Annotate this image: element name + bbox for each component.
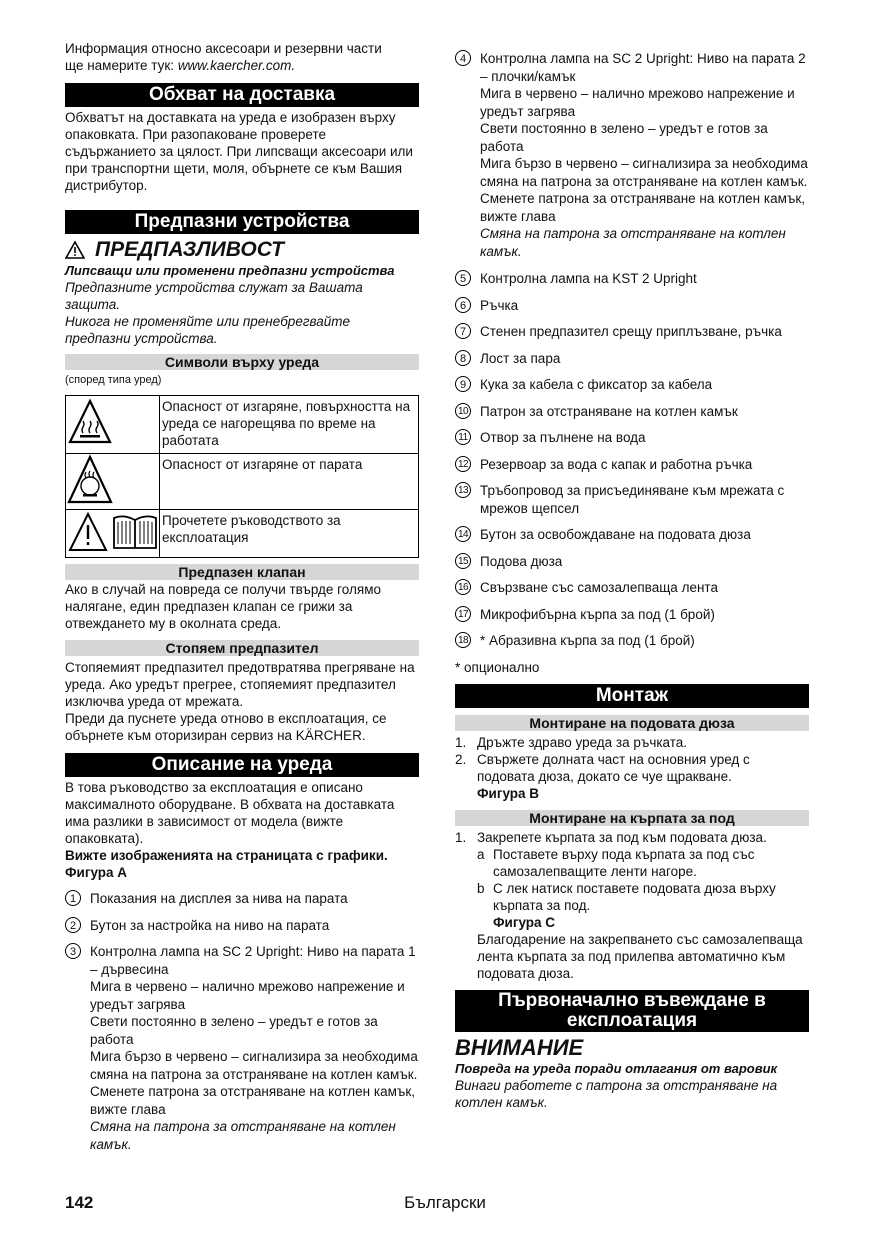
cloth-substep: a Поставете върху пода кърпата за под със самозалепващите ленти нагоре. (477, 846, 755, 879)
item-number: 1 (65, 890, 81, 906)
list-item: 10 Патрон за отстраняване на котлен камък (455, 403, 809, 421)
optional-note: * опционално (455, 659, 540, 675)
cloth-step: 1. Закрепете кърпата за под към подовата дюза. (455, 829, 767, 845)
symbol-text: Прочетете ръководството за експлоатация (160, 510, 419, 558)
caution-subtitle: Липсващи или променени предпазни устройства (65, 263, 395, 278)
list-item: 7 Стенен предпазител срещу приплъзване, ръчка (455, 323, 809, 341)
item-number: 7 (455, 323, 471, 339)
item-number: 9 (455, 376, 471, 392)
valve-heading: Предпазен клапан (65, 564, 419, 580)
fuse-text-1: Стопяемият предпазител предотвратява прегряване на уреда. Ако уредът прегрее, стопяемият предпазител изключва уреда от мрежата. (65, 660, 415, 709)
nozzle-step: 2. Свържете долната част на основния уред с подовата дюза, докато се чуе щракване. Фигура B (455, 751, 750, 801)
figure-a-label: Фигура А (65, 865, 128, 880)
symbol-text: Опасност от изгаряне, повърхността на уреда се нагорещява по време на работата (160, 396, 419, 454)
startup-heading: Първоначално въвеждане в експлоатация (455, 990, 809, 1032)
symbols-note: (според типа уред) (65, 374, 162, 386)
website-link[interactable]: www.kaercher.com. (177, 58, 296, 73)
list-item: 9 Кука за кабела с фиксатор за кабела (455, 376, 809, 394)
list-item: 13 Тръбопровод за присъединяване към мрежата с мрежов щепсел (455, 482, 809, 517)
list-item: 11 Отвор за пълнене на вода (455, 429, 809, 447)
valve-text: Ако в случай на повреда се получи твърде голямо налягане, един предпазен клапан се грижи за отвеждането му в околната среда. (65, 582, 381, 631)
symbol-row (66, 396, 419, 454)
description-text: В това ръководство за експлоатация е описано максималното оборудване. В обхвата на доставката има разлики в зависимост от модела (вижте опаковката). (65, 780, 395, 846)
page-number: 142 (65, 1193, 94, 1212)
symbols-table (65, 395, 419, 558)
cloth-heading: Монтиране на кърпата за под (455, 810, 809, 826)
attention-title: ВНИМАНИЕ (455, 1034, 584, 1060)
attention-subtitle: Повреда на уреда поради отлагания от варовик (455, 1060, 778, 1076)
safety-heading: Предпазни устройства (65, 210, 419, 234)
item-number: 11 (455, 429, 471, 445)
list-item: 6 Ръчка (455, 297, 809, 315)
list-item: 14 Бутон за освобождаване на подовата дюза (455, 526, 809, 544)
list-item: 5 Контролна лампа на KST 2 Upright (455, 270, 809, 288)
assembly-heading: Монтаж (455, 684, 809, 708)
list-item: 15 Подова дюза (455, 553, 809, 571)
fuse-text-2: Преди да пуснете уреда отново в експлоатация, се обърнете към оторизиран сервиз на KÄRCHER. (65, 711, 387, 743)
caution-line-2: Никога не променяйте или пренебрегвайте предпазни устройства. (65, 314, 351, 346)
list-item: 1 Показания на дисплея за нива на парата (65, 890, 419, 908)
symbols-heading: Символи върху уреда (65, 354, 419, 370)
item-number: 10 (455, 403, 471, 419)
symbol-row (66, 454, 419, 510)
description-bold-line: Вижте изображенията на страницата с графики. (65, 848, 388, 863)
right-column (455, 50, 809, 1111)
symbol-cell (66, 454, 160, 510)
item-number: 12 (455, 456, 471, 472)
description-heading: Описание на уреда (65, 753, 419, 777)
delivery-heading: Обхват на доставка (65, 83, 419, 107)
item-number: 4 (455, 50, 471, 66)
symbol-row (66, 510, 419, 558)
item-number: 14 (455, 526, 471, 542)
list-item: 17 Микрофибърна кърпа за под (1 брой) (455, 606, 809, 624)
symbol-cell (66, 510, 160, 558)
intro-text: Информация относно аксесоари и резервни части ще намерите тук: www.kaercher.com. (65, 41, 382, 73)
item-number: 5 (455, 270, 471, 286)
cloth-substep: b С лек натиск поставете подовата дюза върху кърпата за под. Фигура C (477, 880, 776, 930)
item-number: 18 (455, 632, 471, 648)
cloth-note: Благодарение на закрепването със самозалепваща лента кърпата за под прилепва автоматично към подовата дюза. (477, 931, 803, 981)
fuse-heading: Стопяем предпазител (65, 640, 419, 656)
caution-line-1: Предпазните устройства служат за Вашата защита. (65, 280, 363, 312)
list-item: 16 Свързване със самозалепваща лента (455, 579, 809, 597)
component-list (455, 270, 809, 650)
warning-triangle-icon (65, 241, 85, 259)
footer-language: Български (404, 1193, 486, 1212)
read-manual-icon (66, 510, 159, 554)
symbol-text: Опасност от изгаряне от парата (160, 454, 419, 510)
item-number: 6 (455, 297, 471, 313)
list-item: 18 * Абразивна кърпа за под (1 брой) (455, 632, 809, 650)
symbol-cell (66, 396, 160, 454)
item-number: 16 (455, 579, 471, 595)
attention-text: Винаги работете с патрона за отстраняване на котлен камък. (455, 1077, 778, 1110)
item-number: 2 (65, 917, 81, 933)
nozzle-step: 1. Дръжте здраво уреда за ръчката. (455, 734, 688, 750)
figure-b-label: Фигура B (477, 785, 540, 801)
list-item: 4 Контролна лампа на SC 2 Upright: Ниво на парата 2 – плочки/камък Мига в червено – налично мрежово напрежение и уредът загрява Свети постоянно в зелено – уредът е готов за работа Мига бързо в червено – сигнализира за необходима смяна на патрона за отстраняване на котлен камък. Сменете патрона за отстраняване на котлен камък, вижте глава Смяна на патрона за отстраняване на котлен камък. (455, 50, 809, 260)
item-number: 17 (455, 606, 471, 622)
figure-c-label: Фигура C (493, 914, 556, 930)
list-item: 2 Бутон за настройка на ниво на парата (65, 917, 419, 935)
list-item: 8 Лост за пара (455, 350, 809, 368)
delivery-text: Обхватът на доставката на уреда е изобразен върху опаковката. При разопаковане проверете съдържанието за цялост. При липсващи аксесоари или при транспортни щети, моля, обърнете се към Вашия дистрибутор. (65, 110, 413, 193)
item-number: 3 (65, 943, 81, 959)
left-column (65, 40, 419, 1162)
caution-title: ПРЕДПАЗЛИВОСТ (65, 238, 419, 262)
hot-steam-icon (66, 454, 159, 506)
item-number: 15 (455, 553, 471, 569)
list-item: 3 Контролна лампа на SC 2 Upright: Ниво на парата 1 – дървесина Мига в червено – налично мрежово напрежение и уредът загрява Свети постоянно в зелено – уредът е готов за работа Мига бързо в червено – сигнализира за необходима смяна на патрона за отстраняване на котлен камък. Сменете патрона за отстраняване на котлен камък, вижте глава Смяна на патрона за отстраняване на котлен камък. (65, 943, 419, 1153)
list-item: 12 Резервоар за вода с капак и работна ръчка (455, 456, 809, 474)
item-number: 13 (455, 482, 471, 498)
nozzle-heading: Монтиране на подовата дюза (455, 715, 809, 731)
hot-surface-icon (66, 396, 159, 450)
item-number: 8 (455, 350, 471, 366)
